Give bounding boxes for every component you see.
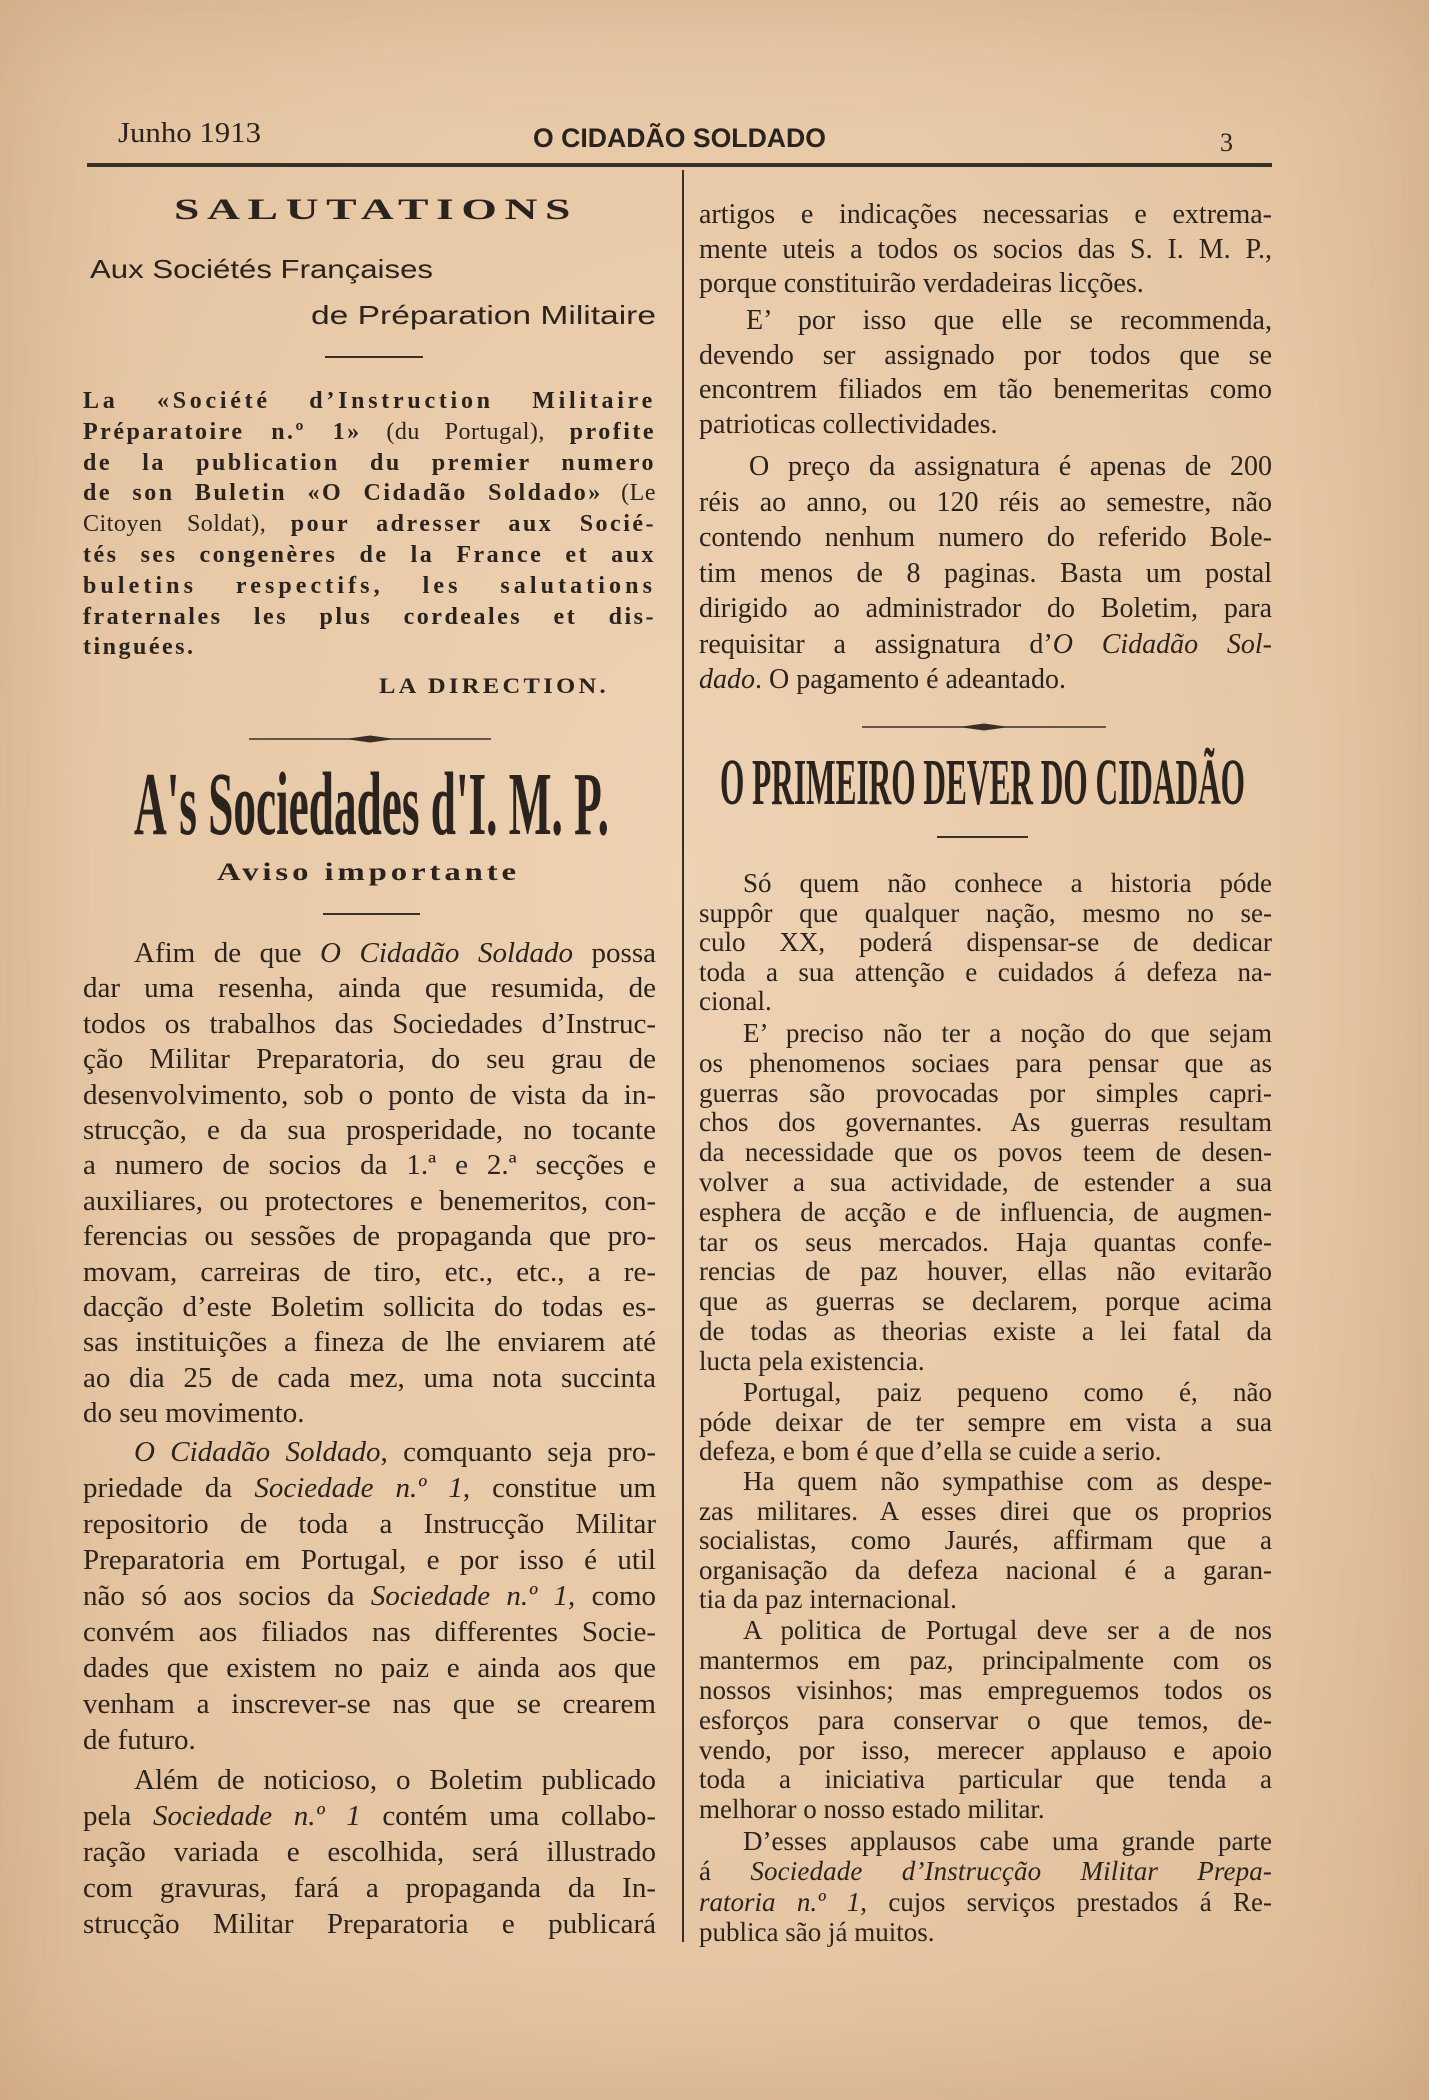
text-line xyxy=(699,339,1272,374)
italic-text: O Cidadão Soldado xyxy=(320,937,574,969)
text-line xyxy=(699,1408,1272,1438)
text-line xyxy=(699,1585,1272,1615)
text-segment: , constitue um xyxy=(462,1472,657,1504)
text-line-content: nossos visinhos; mas empreguemos todos os xyxy=(699,1674,1272,1705)
text-line-content: tinguées. xyxy=(83,634,196,661)
text-line-content xyxy=(83,1798,656,1834)
notice-continuation-2 xyxy=(699,304,1272,442)
text-line-content: suppôr que qualquer nação, mesmo no se- xyxy=(699,897,1272,928)
text-line xyxy=(699,233,1272,268)
text-segment: , cujos serviços prestados á Re- xyxy=(860,1886,1272,1917)
text-line-content: os phenomenos sociaes para pensar que as xyxy=(699,1047,1272,1078)
text-line-content: Preparatoria em Portugal, e por isso é util xyxy=(83,1544,656,1576)
text-line xyxy=(699,1168,1272,1198)
text-line xyxy=(83,1434,656,1470)
text-line xyxy=(83,571,656,602)
text-segment: possa xyxy=(573,937,656,969)
article-paragraph-1 xyxy=(699,869,1272,1017)
text-line xyxy=(699,1795,1272,1825)
text-line-content: ração variada e escolhida, será illustrado xyxy=(83,1836,656,1868)
text-line xyxy=(699,987,1272,1017)
text-line-content: ao dia 25 de cada mez, uma nota succinta xyxy=(83,1361,656,1394)
text-line xyxy=(699,449,1272,485)
short-rule xyxy=(323,913,420,915)
text-line xyxy=(83,1148,656,1183)
text-line xyxy=(699,408,1272,443)
text-line-content: cional. xyxy=(699,986,772,1016)
text-line-content: dar uma resenha, ainda que resumida, de xyxy=(83,972,656,1005)
text-line-content: tia da paz internacional. xyxy=(699,1584,957,1614)
text-line xyxy=(83,1007,656,1042)
text-line xyxy=(699,304,1272,339)
text-line xyxy=(83,1686,656,1722)
text-line xyxy=(699,267,1272,302)
text-line-content: da necessidade que os povos teem de desen- xyxy=(699,1137,1272,1168)
text-line-content: toda a sua attenção e cuidados á defeza na- xyxy=(699,956,1272,987)
text-line xyxy=(699,1378,1272,1408)
text-line-content: do seu movimento. xyxy=(83,1397,305,1430)
text-line xyxy=(699,1138,1272,1168)
article-paragraph-2 xyxy=(699,1019,1272,1377)
text-line-content: a numero de socios da 1.ª e 2.ª secções e xyxy=(83,1149,656,1182)
header-date-text: Junho 1913 xyxy=(118,118,262,149)
text-line-content: culo XX, poderá dispensar-se de dedicar xyxy=(699,927,1272,957)
salutations-addressee-line2 xyxy=(311,299,656,331)
text-line xyxy=(699,1706,1272,1736)
text-line xyxy=(699,1736,1272,1766)
italic-text: Sociedade n.º 1 xyxy=(254,1472,463,1504)
text-segment: Afim de que xyxy=(134,937,321,969)
text-line-content: artigos e indicações necessarias e extrema- xyxy=(699,199,1272,230)
text-line xyxy=(83,1470,656,1506)
salutations-signature xyxy=(379,672,609,700)
text-line xyxy=(699,1826,1272,1856)
text-line-content: E’ preciso não ter a noção do que sejam xyxy=(743,1018,1272,1048)
column-divider xyxy=(682,170,684,1942)
text-line-content: socialistas, como Jaurés, affirmam que a xyxy=(699,1525,1272,1555)
text-line-content: contendo nenhum numero do referido Bole- xyxy=(699,522,1272,553)
article-heading xyxy=(720,746,1246,819)
text-line-content: zas militares. A esses direi que os proprios xyxy=(699,1495,1272,1526)
text-line-content: convém aos filiados nas differentes Socie- xyxy=(83,1616,656,1648)
text-line-content: strucção Militar Preparatoria e publicará xyxy=(83,1908,656,1940)
text-line-content: todos os trabalhos das Sociedades d’Instruc- xyxy=(83,1007,656,1040)
text-line-content: melhorar o nosso estado militar. xyxy=(699,1794,1045,1825)
italic-text: Sociedade d’Instrucção Militar Prepa- xyxy=(750,1856,1272,1887)
text-segment: pela xyxy=(83,1800,153,1832)
text-line xyxy=(83,1798,656,1834)
text-line xyxy=(83,1042,656,1077)
text-line-content xyxy=(83,417,656,448)
text-line-content: publica são já muitos. xyxy=(699,1917,935,1948)
article-heading-text: O PRIMEIRO DEVER DO CIDADÃO xyxy=(720,746,1246,819)
text-line-content: venham a inscrever-se nas que se crearem xyxy=(83,1688,656,1720)
text-line xyxy=(83,1219,656,1254)
text-line-content: dades que existem no paiz e ainda aos que xyxy=(83,1652,656,1684)
text-line xyxy=(699,662,1272,698)
text-line-content: desenvolvimento, sob o ponto de vista da in- xyxy=(83,1078,656,1111)
text-line xyxy=(699,1317,1272,1347)
text-line-content: rencias de paz houver, ellas não evitarão xyxy=(699,1256,1272,1287)
short-rule xyxy=(325,356,423,358)
italic-text: dado xyxy=(699,664,755,695)
text-segment: Préparatoire n.º 1» xyxy=(83,418,362,445)
text-line-content: tar os seus mercados. Haja quantas confe- xyxy=(699,1226,1272,1257)
text-line xyxy=(699,591,1272,627)
text-line-content: tim menos de 8 paginas. Basta um postal xyxy=(699,557,1272,589)
text-line xyxy=(83,1870,656,1906)
text-line-content: mente uteis a todos os socios das S. I. M. P., xyxy=(699,233,1272,265)
header-rule xyxy=(87,163,1272,167)
roman-text: Citoyen Soldat), xyxy=(83,511,291,538)
text-line xyxy=(699,1079,1272,1109)
salutations-body xyxy=(83,386,656,663)
text-line-content: A politica de Portugal deve ser a de nos xyxy=(743,1615,1272,1645)
text-line-content: E’ por isso que elle se recommenda, xyxy=(746,305,1272,336)
text-segment: , comquanto seja pro- xyxy=(380,1436,656,1468)
text-line xyxy=(83,632,656,663)
notice-paragraph-3 xyxy=(83,1762,656,1942)
text-line xyxy=(699,869,1272,899)
text-line xyxy=(699,899,1272,929)
text-line xyxy=(699,1437,1272,1467)
roman-text: (Le xyxy=(602,480,656,507)
text-segment: pour adresser aux Socié- xyxy=(290,511,657,538)
article-paragraph-6 xyxy=(699,1826,1272,1948)
text-line xyxy=(699,1917,1272,1947)
text-line xyxy=(83,1542,656,1578)
text-line xyxy=(699,1646,1272,1676)
notice-continuation-1 xyxy=(699,198,1272,302)
notice-heading xyxy=(134,755,609,854)
text-line xyxy=(83,602,656,633)
text-line-content: esforços para conservar o que temos, de- xyxy=(699,1704,1272,1735)
italic-text: Sociedade n.º 1 xyxy=(370,1580,568,1612)
text-segment: requisitar a assignatura d’ xyxy=(699,628,1053,660)
text-line xyxy=(699,1198,1272,1228)
text-line xyxy=(83,1396,656,1431)
text-line xyxy=(83,448,656,479)
text-segment: de son Buletin «O Cidadão Soldado» xyxy=(83,480,603,507)
text-segment: profite xyxy=(569,418,657,445)
text-line-content: chos dos governantes. As guerras resultam xyxy=(699,1107,1272,1138)
notice-subheading-text: Aviso importante xyxy=(217,859,521,886)
italic-text: O Cidadão Soldado xyxy=(134,1436,381,1468)
text-line-content: O preço da assignatura é apenas de 200 xyxy=(749,451,1272,482)
text-line-content xyxy=(699,627,1272,663)
text-line-content: que as guerras se declarem, porque acima xyxy=(699,1286,1272,1317)
text-line-content: movam, carreiras de tiro, etc., etc., a re- xyxy=(83,1255,656,1288)
text-line-content: auxiliares, ou protectores e benemeritos, con- xyxy=(83,1184,656,1217)
text-line-content: volver a sua actividade, de estender a sua xyxy=(699,1166,1272,1197)
text-line-content: de futuro. xyxy=(83,1724,196,1756)
text-line-content: lucta pela existencia. xyxy=(699,1345,925,1376)
ornamental-rule xyxy=(249,733,491,745)
text-line xyxy=(83,1255,656,1290)
roman-text: (du Portugal), xyxy=(361,418,570,445)
italic-text: Sociedade n.º 1 xyxy=(152,1800,361,1832)
italic-text: ratoria n.º 1 xyxy=(699,1886,861,1917)
text-line xyxy=(83,509,656,540)
text-line xyxy=(83,1325,656,1360)
text-line-content: encontrem filiados em tão benemeritas como xyxy=(699,374,1272,405)
text-line xyxy=(699,373,1272,408)
text-line-content: dacção d’este Boletim sollicita do todas es- xyxy=(83,1290,656,1323)
text-line-content: póde deixar de ter sempre em vista a sua xyxy=(699,1406,1272,1437)
text-line xyxy=(699,1616,1272,1646)
text-line xyxy=(83,1650,656,1686)
text-line-content: defeza, e bom é que d’ella se cuide a serio. xyxy=(699,1436,1162,1466)
text-line-content: strucção, e da sua prosperidade, no tocante xyxy=(83,1113,656,1146)
notice-continuation-3 xyxy=(699,449,1272,698)
italic-text: O Cidadão Sol- xyxy=(1052,628,1273,660)
text-line xyxy=(699,1049,1272,1079)
text-line-content: de todas as theorias existe a lei fatal da xyxy=(699,1315,1272,1346)
text-line xyxy=(83,1906,656,1942)
text-line-content: repositorio de toda a Instrucção Militar xyxy=(83,1508,656,1540)
text-line xyxy=(699,556,1272,592)
text-line-content: com gravuras, fará a propaganda da In- xyxy=(83,1872,656,1904)
text-line-content: tés ses congenères de la France et aux xyxy=(83,541,656,568)
text-line xyxy=(699,1467,1272,1497)
text-line-content: ção Militar Preparatoria, do seu grau de xyxy=(83,1043,656,1076)
text-line-content: réis ao anno, ou 120 réis ao semestre, não xyxy=(699,486,1272,518)
text-segment: não só aos socios da xyxy=(83,1580,371,1612)
text-line-content: toda a iniciativa particular que tenda a xyxy=(699,1764,1272,1795)
text-line-content: Ha quem não sympathise com as despe- xyxy=(743,1466,1272,1496)
text-line xyxy=(699,1228,1272,1258)
text-line-content: Portugal, paiz pequeno como é, não xyxy=(743,1377,1272,1407)
text-line-content: mantermos em paz, principalmente com os xyxy=(699,1644,1272,1675)
notice-subheading xyxy=(217,858,520,888)
text-segment: priedade da xyxy=(83,1472,255,1504)
text-line xyxy=(83,1762,656,1798)
article-paragraph-5 xyxy=(699,1616,1272,1825)
text-segment: , como xyxy=(567,1580,657,1612)
signature-text: LA DIRECTION. xyxy=(379,673,610,698)
salutations-addressee-line1 xyxy=(90,253,433,285)
notice-paragraph-2 xyxy=(83,1434,656,1758)
text-line xyxy=(83,540,656,571)
text-line xyxy=(699,1676,1272,1706)
text-line xyxy=(83,971,656,1006)
article-paragraph-4 xyxy=(699,1467,1272,1615)
text-line xyxy=(699,520,1272,556)
text-line-content: porque constituirão verdadeiras licções. xyxy=(699,268,1144,299)
text-line-content: sas instituições a fineza de lhe enviarem até xyxy=(83,1326,656,1359)
ornamental-rule xyxy=(862,721,1106,733)
text-line-content: devendo ser assignado por todos que se xyxy=(699,339,1272,371)
text-line xyxy=(699,1765,1272,1795)
addressee-line1-text: Aux Sociétés Françaises xyxy=(90,254,433,284)
text-line-content: Só quem não conhece a historia póde xyxy=(743,868,1272,898)
text-line-content: esphera de acção e de influencia, de augmen- xyxy=(699,1196,1272,1227)
text-line-content xyxy=(83,1470,656,1506)
text-line xyxy=(699,1556,1272,1586)
text-line xyxy=(699,1856,1272,1886)
notice-heading-text: A's Sociedades d'I. M. P. xyxy=(134,755,609,854)
text-line-content xyxy=(83,1578,656,1614)
text-line-content: ferencias ou sessões de propaganda que pro- xyxy=(83,1220,656,1253)
text-segment: á xyxy=(699,1856,751,1887)
header-date xyxy=(118,118,261,150)
page-number-text: 3 xyxy=(1220,128,1233,157)
article-paragraph-3 xyxy=(699,1378,1272,1467)
text-line-content: patrioticas collectividades. xyxy=(699,408,998,440)
text-line-content: vendo, por isso, merecer applauso e apoio xyxy=(699,1734,1272,1765)
text-line xyxy=(699,1526,1272,1556)
text-line-content xyxy=(134,936,656,971)
text-line xyxy=(83,1078,656,1113)
text-line-content: La «Société d’Instruction Militaire xyxy=(83,388,656,414)
text-line-content xyxy=(134,1434,656,1470)
notice-paragraph-1 xyxy=(83,936,656,1431)
text-line-content: D’esses applausos cabe uma grande parte xyxy=(743,1826,1272,1856)
text-line xyxy=(699,1019,1272,1049)
text-line-content: fraternales les plus cordeales et dis- xyxy=(83,603,656,630)
text-line xyxy=(699,928,1272,958)
text-line-content: guerras são provocadas por simples capri- xyxy=(699,1077,1272,1108)
text-line-content xyxy=(699,662,1066,698)
text-line xyxy=(83,1614,656,1650)
text-line xyxy=(83,1361,656,1396)
text-line xyxy=(699,1887,1272,1917)
salutations-heading-text: SALUTATIONS xyxy=(174,193,578,226)
text-line-content xyxy=(83,478,656,509)
text-line-content: organisação da defeza nacional é a garan- xyxy=(699,1554,1272,1585)
text-line xyxy=(699,1347,1272,1377)
text-line-content: dirigido ao administrador do Boletim, para xyxy=(699,593,1272,624)
text-line xyxy=(699,485,1272,521)
text-line xyxy=(699,198,1272,233)
text-line xyxy=(699,1497,1272,1527)
text-line xyxy=(83,1578,656,1614)
page-number xyxy=(1220,127,1233,159)
text-line xyxy=(83,1290,656,1325)
masthead-title-text: O CIDADÃO SOLDADO xyxy=(533,123,826,153)
text-line-content xyxy=(699,1887,1272,1917)
text-line xyxy=(83,1184,656,1219)
text-line xyxy=(83,1113,656,1148)
text-line xyxy=(83,1722,656,1758)
salutations-heading xyxy=(174,193,578,227)
addressee-line2-text: de Préparation Militaire xyxy=(311,300,657,330)
short-rule xyxy=(937,836,1028,838)
text-segment: contém uma collabo- xyxy=(360,1800,656,1832)
text-line xyxy=(699,1287,1272,1317)
text-line xyxy=(83,1506,656,1542)
masthead-title xyxy=(533,121,826,155)
text-line xyxy=(83,478,656,509)
text-line xyxy=(83,1834,656,1870)
text-line-content xyxy=(83,509,656,540)
text-line xyxy=(83,417,656,448)
text-line-content: buletins respectifs, les salutations xyxy=(83,572,656,599)
text-segment: . O pagamento é adeantado. xyxy=(755,664,1066,695)
text-line xyxy=(83,936,656,971)
text-line xyxy=(699,1257,1272,1287)
text-line xyxy=(699,627,1272,663)
text-line-content: Além de noticioso, o Boletim publicado xyxy=(134,1764,656,1796)
text-line-content: de la publication du premier numero xyxy=(83,449,656,476)
text-line xyxy=(699,958,1272,988)
text-line-content xyxy=(699,1856,1272,1886)
text-line xyxy=(83,386,656,417)
text-line xyxy=(699,1108,1272,1138)
